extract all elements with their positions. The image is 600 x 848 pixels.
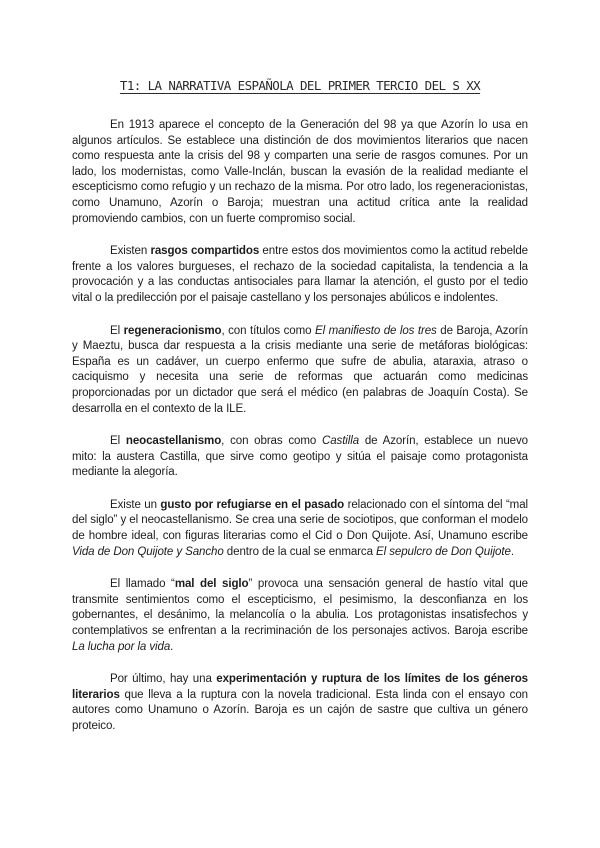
text-run: El xyxy=(110,324,124,337)
text-run: Existe un xyxy=(110,498,161,511)
text-run: Existen xyxy=(110,245,151,258)
page-title: T1: LA NARRATIVA ESPAÑOLA DEL PRIMER TERCIO DEL S XX xyxy=(119,78,481,93)
bold-term: regeneracionismo xyxy=(123,324,222,337)
bold-term: experimentación y ruptura de los límites de los géneros literarios xyxy=(72,673,528,701)
text-run: de Baroja, Azorín y Maeztu, busca dar respuesta a la crisis mediante una serie de metáforas biológicas: España es un cadáver, un cuerpo enfermo que sufre de abulia, ataraxia, atraso o caciquismo y necesita una serie de reformas que actuarán como medicinas proporcionadas por un dictador que será el médico (en palabras de Joaquín Costa). Se desarrolla en el contexto de la ILE. xyxy=(72,324,528,415)
bold-term: rasgos compartidos xyxy=(150,245,260,258)
work-title: Vida de Don Quijote y Sancho xyxy=(72,545,224,558)
work-title: El sepulcro de Don Quijote xyxy=(376,545,511,558)
text-run: , con títulos como xyxy=(221,324,315,337)
paragraph-2 xyxy=(72,244,528,306)
paragraph-3 xyxy=(72,324,528,418)
text-run: . xyxy=(510,545,514,558)
text-run: dentro de la cual se enmarca xyxy=(223,545,377,558)
text-run: entre estos dos movimientos como la actitud rebelde frente a los valores burgueses, el rechazo de la sociedad capitalista, la tendencia a la provocación y a las conductas antisociales para llamar la atención, el gusto por el tedio vital o la predilección por el paisaje castellano y los personajes abúlicos e indolentes. xyxy=(72,245,528,304)
text-run: Por último, hay una xyxy=(110,673,217,686)
paragraph-7 xyxy=(72,672,528,734)
paragraph-4 xyxy=(72,434,528,481)
paragraph-6 xyxy=(72,577,528,655)
bold-term: gusto por refugiarse en el pasado xyxy=(160,498,345,511)
bold-term: mal del siglo xyxy=(174,578,249,591)
work-title: El manifiesto de los tres xyxy=(314,324,437,337)
document-body xyxy=(72,118,528,752)
bold-term: neocastellanismo xyxy=(125,435,222,448)
text-run: , con obras como xyxy=(221,435,322,448)
text-run: El xyxy=(110,435,126,448)
text-run: relacionado con el síntoma del “mal del siglo” y el neocastellanismo. Se crea una serie de sociotipos, que conforman el modelo de hombre ideal, con figuras literarias como el Cid o Don Quijote. Así, Unamuno escribe xyxy=(72,498,528,543)
text-run: El llamado “ xyxy=(110,578,175,591)
text-run: . xyxy=(170,640,174,653)
work-title: Castilla xyxy=(321,435,360,448)
paragraph-5 xyxy=(72,498,528,560)
paragraph-1 xyxy=(72,118,528,227)
text-run: ” provoca una sensación general de hastío vital que transmite sentimientos como el escepticismo, el pesimismo, la desconfianza en los gobernantes, el desánimo, la melancolía o la abulia. Los protagonistas insatisfechos y contemplativos se enfrentan a la recriminación de los personajes activos. Baroja escribe xyxy=(72,578,529,638)
text-run: En 1913 aparece el concepto de la Generación del 98 ya que Azorín lo usa en algunos artículos. Se establece una distinción de dos movimientos literarios que nacen como respuesta ante la crisis del 98 y comparten una serie de rasgos comunes. Por un lado, los modernistas, como Valle-Inclán, buscan la evasión de la realidad mediante el escepticismo como refugio y un rechazo de la misma. Por otro lado, los regeneracionistas, como Unamuno, Azorín o Baroja; muestran una actitud crítica ante la realidad promoviendo cambios, con un fuerte compromiso social. xyxy=(72,119,528,225)
text-run: de Azorín, establece un nuevo mito: la austera Castilla, que sirve como geotipo y sitúa el paisaje como protagonista mediante la alegoría. xyxy=(72,435,528,479)
text-run: que lleva a la ruptura con la novela tradicional. Esta linda con el ensayo con autores como Unamuno o Azorín. Baroja es un cajón de sastre que cultiva un género proteico. xyxy=(72,688,528,732)
work-title: La lucha por la vida xyxy=(72,640,171,653)
